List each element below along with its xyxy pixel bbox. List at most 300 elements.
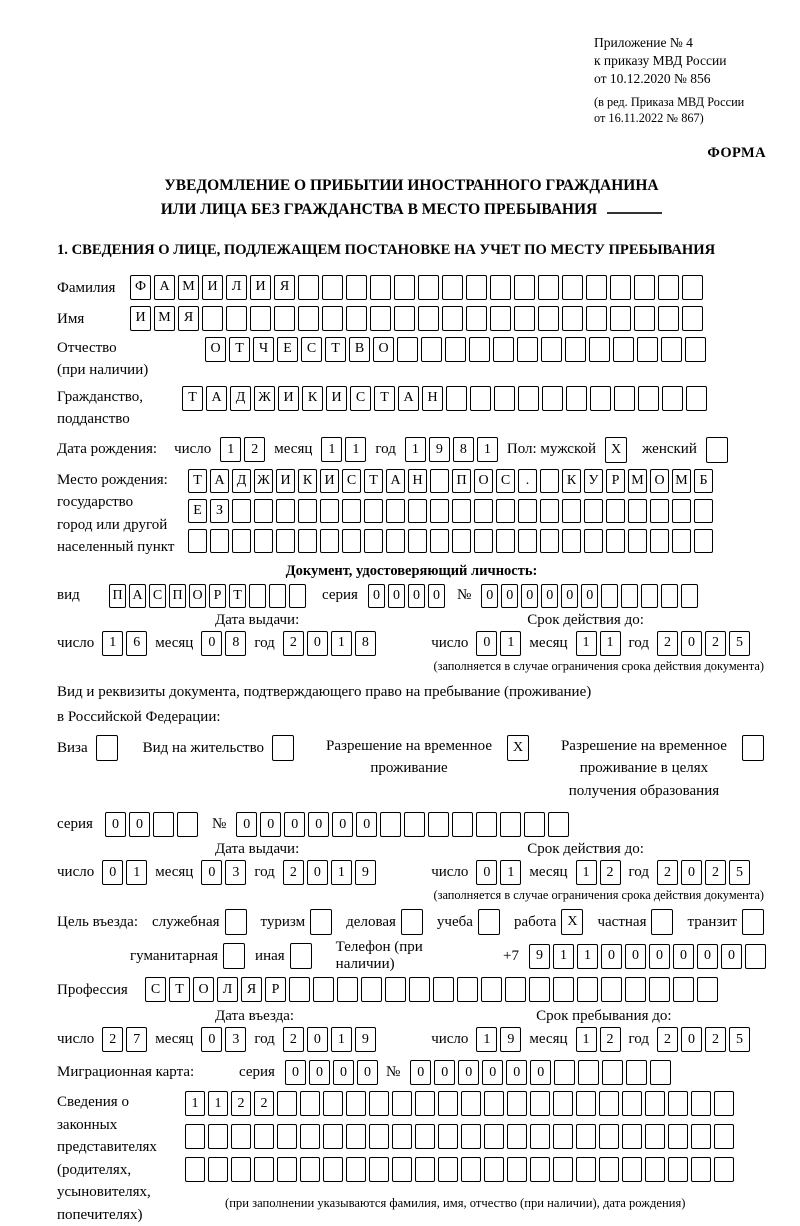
char-cell[interactable] <box>322 306 343 331</box>
char-cell[interactable] <box>538 275 559 300</box>
char-cell[interactable]: 2 <box>705 631 726 656</box>
char-cell[interactable]: 0 <box>434 1060 455 1085</box>
char-cell[interactable]: П <box>169 584 186 608</box>
char-cell[interactable] <box>553 1091 573 1116</box>
char-cell[interactable] <box>668 1124 688 1149</box>
char-cell[interactable]: 0 <box>581 584 598 608</box>
char-cell[interactable]: 1 <box>126 860 147 885</box>
char-cell[interactable] <box>490 275 511 300</box>
char-cell[interactable] <box>452 529 471 553</box>
char-cell[interactable]: О <box>193 977 214 1002</box>
char-cell[interactable] <box>490 306 511 331</box>
char-cell[interactable]: 1 <box>331 631 352 656</box>
char-cell[interactable] <box>177 812 198 837</box>
purpose-transit-checkbox[interactable] <box>742 909 764 935</box>
char-cell[interactable] <box>668 1091 688 1116</box>
char-cell[interactable]: 9 <box>500 1027 521 1052</box>
char-cell[interactable]: Л <box>226 275 247 300</box>
char-cell[interactable] <box>300 1091 320 1116</box>
char-cell[interactable] <box>625 977 646 1002</box>
char-cell[interactable] <box>392 1091 412 1116</box>
char-cell[interactable] <box>714 1157 734 1182</box>
char-cell[interactable] <box>606 529 625 553</box>
char-cell[interactable]: 1 <box>600 631 621 656</box>
char-cell[interactable] <box>584 529 603 553</box>
char-cell[interactable] <box>576 1091 596 1116</box>
char-cell[interactable] <box>430 529 449 553</box>
char-cell[interactable] <box>514 275 535 300</box>
char-cell[interactable] <box>254 499 273 523</box>
char-cell[interactable]: Я <box>241 977 262 1002</box>
char-cell[interactable]: Т <box>188 469 207 493</box>
char-cell[interactable] <box>342 499 361 523</box>
char-cell[interactable]: 0 <box>308 812 329 837</box>
char-cell[interactable] <box>584 499 603 523</box>
purpose-private-checkbox[interactable] <box>651 909 673 935</box>
char-cell[interactable]: 9 <box>529 944 550 969</box>
char-cell[interactable] <box>562 275 583 300</box>
char-cell[interactable] <box>320 499 339 523</box>
char-cell[interactable]: И <box>250 275 271 300</box>
char-cell[interactable] <box>685 337 706 362</box>
char-cell[interactable] <box>599 1124 619 1149</box>
char-cell[interactable] <box>507 1157 527 1182</box>
char-cell[interactable]: О <box>205 337 226 362</box>
char-cell[interactable]: 1 <box>576 1027 597 1052</box>
char-cell[interactable]: 6 <box>126 631 147 656</box>
char-cell[interactable]: Т <box>182 386 203 411</box>
char-cell[interactable] <box>548 812 569 837</box>
char-cell[interactable]: М <box>628 469 647 493</box>
char-cell[interactable]: . <box>518 469 537 493</box>
char-cell[interactable]: 2 <box>283 860 304 885</box>
char-cell[interactable] <box>658 306 679 331</box>
char-cell[interactable]: Ч <box>253 337 274 362</box>
char-cell[interactable]: З <box>210 499 229 523</box>
char-cell[interactable] <box>578 1060 599 1085</box>
char-cell[interactable]: 0 <box>105 812 126 837</box>
char-cell[interactable] <box>208 1124 228 1149</box>
char-cell[interactable] <box>518 529 537 553</box>
char-cell[interactable] <box>445 337 466 362</box>
char-cell[interactable] <box>277 1157 297 1182</box>
char-cell[interactable] <box>661 337 682 362</box>
char-cell[interactable]: 2 <box>283 1027 304 1052</box>
char-cell[interactable]: 0 <box>521 584 538 608</box>
char-cell[interactable]: Т <box>229 337 250 362</box>
char-cell[interactable] <box>565 337 586 362</box>
char-cell[interactable] <box>694 529 713 553</box>
char-cell[interactable]: 1 <box>477 437 498 462</box>
char-cell[interactable]: Б <box>694 469 713 493</box>
char-cell[interactable] <box>298 275 319 300</box>
char-cell[interactable]: 0 <box>601 944 622 969</box>
char-cell[interactable]: 0 <box>201 1027 222 1052</box>
purpose-other-checkbox[interactable] <box>290 943 312 969</box>
char-cell[interactable] <box>408 529 427 553</box>
char-cell[interactable] <box>210 529 229 553</box>
purpose-official-checkbox[interactable] <box>225 909 247 935</box>
char-cell[interactable]: 9 <box>429 437 450 462</box>
char-cell[interactable] <box>686 386 707 411</box>
char-cell[interactable]: Ж <box>254 469 273 493</box>
char-cell[interactable]: 0 <box>356 812 377 837</box>
char-cell[interactable]: 0 <box>649 944 670 969</box>
char-cell[interactable] <box>369 1091 389 1116</box>
purpose-study-checkbox[interactable] <box>478 909 500 935</box>
char-cell[interactable]: 0 <box>129 812 150 837</box>
char-cell[interactable] <box>202 306 223 331</box>
char-cell[interactable] <box>529 977 550 1002</box>
char-cell[interactable]: 0 <box>476 631 497 656</box>
char-cell[interactable]: И <box>326 386 347 411</box>
char-cell[interactable] <box>576 1157 596 1182</box>
char-cell[interactable]: Т <box>325 337 346 362</box>
char-cell[interactable]: 1 <box>500 860 521 885</box>
char-cell[interactable]: 2 <box>657 631 678 656</box>
char-cell[interactable]: И <box>130 306 151 331</box>
char-cell[interactable] <box>658 275 679 300</box>
char-cell[interactable] <box>289 977 310 1002</box>
char-cell[interactable]: Е <box>277 337 298 362</box>
char-cell[interactable] <box>538 306 559 331</box>
char-cell[interactable]: С <box>145 977 166 1002</box>
char-cell[interactable] <box>408 499 427 523</box>
char-cell[interactable] <box>610 306 631 331</box>
char-cell[interactable]: Т <box>364 469 383 493</box>
char-cell[interactable] <box>496 529 515 553</box>
char-cell[interactable]: 1 <box>185 1091 205 1116</box>
char-cell[interactable]: 0 <box>307 860 328 885</box>
char-cell[interactable]: 0 <box>260 812 281 837</box>
char-cell[interactable]: 1 <box>331 1027 352 1052</box>
char-cell[interactable] <box>428 812 449 837</box>
char-cell[interactable]: 1 <box>208 1091 228 1116</box>
char-cell[interactable] <box>530 1124 550 1149</box>
char-cell[interactable] <box>590 386 611 411</box>
char-cell[interactable] <box>672 499 691 523</box>
char-cell[interactable]: 2 <box>254 1091 274 1116</box>
char-cell[interactable] <box>634 306 655 331</box>
char-cell[interactable] <box>530 1157 550 1182</box>
char-cell[interactable]: 0 <box>506 1060 527 1085</box>
char-cell[interactable] <box>694 499 713 523</box>
char-cell[interactable] <box>589 337 610 362</box>
char-cell[interactable]: 2 <box>657 860 678 885</box>
char-cell[interactable] <box>323 1124 343 1149</box>
char-cell[interactable]: 2 <box>657 1027 678 1052</box>
char-cell[interactable]: 0 <box>201 860 222 885</box>
sex-female-checkbox[interactable] <box>706 437 728 463</box>
char-cell[interactable]: А <box>398 386 419 411</box>
temp-residence-checkbox[interactable]: X <box>507 735 529 761</box>
char-cell[interactable]: 0 <box>309 1060 330 1085</box>
char-cell[interactable] <box>553 1157 573 1182</box>
char-cell[interactable] <box>364 529 383 553</box>
char-cell[interactable]: 0 <box>681 860 702 885</box>
char-cell[interactable] <box>320 529 339 553</box>
char-cell[interactable] <box>668 1157 688 1182</box>
char-cell[interactable]: С <box>301 337 322 362</box>
char-cell[interactable]: 0 <box>332 812 353 837</box>
char-cell[interactable] <box>599 1091 619 1116</box>
char-cell[interactable]: 0 <box>333 1060 354 1085</box>
char-cell[interactable] <box>188 529 207 553</box>
char-cell[interactable]: 0 <box>530 1060 551 1085</box>
char-cell[interactable] <box>645 1157 665 1182</box>
char-cell[interactable] <box>232 499 251 523</box>
char-cell[interactable] <box>493 337 514 362</box>
char-cell[interactable] <box>438 1157 458 1182</box>
char-cell[interactable] <box>566 386 587 411</box>
char-cell[interactable] <box>446 386 467 411</box>
char-cell[interactable] <box>514 306 535 331</box>
char-cell[interactable]: 0 <box>368 584 385 608</box>
char-cell[interactable] <box>602 1060 623 1085</box>
char-cell[interactable] <box>481 977 502 1002</box>
char-cell[interactable] <box>461 1091 481 1116</box>
char-cell[interactable]: 0 <box>681 631 702 656</box>
char-cell[interactable] <box>438 1124 458 1149</box>
char-cell[interactable] <box>610 275 631 300</box>
char-cell[interactable]: А <box>129 584 146 608</box>
char-cell[interactable] <box>540 499 559 523</box>
char-cell[interactable] <box>386 499 405 523</box>
char-cell[interactable] <box>518 386 539 411</box>
char-cell[interactable] <box>638 386 659 411</box>
char-cell[interactable]: Е <box>188 499 207 523</box>
char-cell[interactable]: 1 <box>102 631 123 656</box>
visa-checkbox[interactable] <box>96 735 118 761</box>
char-cell[interactable] <box>397 337 418 362</box>
char-cell[interactable] <box>494 386 515 411</box>
char-cell[interactable]: 0 <box>307 1027 328 1052</box>
char-cell[interactable]: 0 <box>102 860 123 885</box>
char-cell[interactable] <box>469 337 490 362</box>
char-cell[interactable] <box>254 529 273 553</box>
char-cell[interactable]: 0 <box>625 944 646 969</box>
char-cell[interactable]: 0 <box>201 631 222 656</box>
char-cell[interactable] <box>185 1157 205 1182</box>
char-cell[interactable] <box>346 275 367 300</box>
char-cell[interactable] <box>645 1091 665 1116</box>
char-cell[interactable]: 2 <box>705 860 726 885</box>
char-cell[interactable] <box>430 499 449 523</box>
char-cell[interactable] <box>392 1124 412 1149</box>
char-cell[interactable]: 0 <box>482 1060 503 1085</box>
char-cell[interactable] <box>323 1091 343 1116</box>
char-cell[interactable]: 0 <box>481 584 498 608</box>
char-cell[interactable]: О <box>189 584 206 608</box>
char-cell[interactable]: К <box>562 469 581 493</box>
char-cell[interactable] <box>442 306 463 331</box>
char-cell[interactable] <box>484 1157 504 1182</box>
char-cell[interactable]: Т <box>374 386 395 411</box>
char-cell[interactable]: 8 <box>355 631 376 656</box>
char-cell[interactable] <box>385 977 406 1002</box>
char-cell[interactable]: И <box>320 469 339 493</box>
char-cell[interactable]: К <box>302 386 323 411</box>
char-cell[interactable]: 1 <box>331 860 352 885</box>
char-cell[interactable]: 1 <box>220 437 241 462</box>
char-cell[interactable]: 0 <box>285 1060 306 1085</box>
char-cell[interactable] <box>476 812 497 837</box>
char-cell[interactable] <box>346 306 367 331</box>
char-cell[interactable] <box>254 1157 274 1182</box>
char-cell[interactable] <box>421 337 442 362</box>
char-cell[interactable] <box>380 812 401 837</box>
char-cell[interactable]: И <box>202 275 223 300</box>
char-cell[interactable] <box>484 1091 504 1116</box>
char-cell[interactable] <box>430 469 449 493</box>
char-cell[interactable] <box>276 529 295 553</box>
char-cell[interactable] <box>614 386 635 411</box>
char-cell[interactable] <box>457 977 478 1002</box>
char-cell[interactable] <box>231 1124 251 1149</box>
char-cell[interactable] <box>323 1157 343 1182</box>
char-cell[interactable] <box>394 306 415 331</box>
char-cell[interactable]: О <box>650 469 669 493</box>
char-cell[interactable] <box>553 1124 573 1149</box>
char-cell[interactable] <box>622 1091 642 1116</box>
char-cell[interactable]: 0 <box>681 1027 702 1052</box>
char-cell[interactable] <box>298 529 317 553</box>
char-cell[interactable]: Д <box>230 386 251 411</box>
char-cell[interactable] <box>438 1091 458 1116</box>
char-cell[interactable] <box>634 275 655 300</box>
char-cell[interactable]: 1 <box>476 1027 497 1052</box>
char-cell[interactable]: 1 <box>405 437 426 462</box>
char-cell[interactable] <box>562 306 583 331</box>
char-cell[interactable] <box>626 1060 647 1085</box>
char-cell[interactable] <box>250 306 271 331</box>
char-cell[interactable]: Р <box>209 584 226 608</box>
char-cell[interactable] <box>269 584 286 608</box>
char-cell[interactable] <box>562 529 581 553</box>
char-cell[interactable]: 1 <box>321 437 342 462</box>
char-cell[interactable]: О <box>474 469 493 493</box>
char-cell[interactable] <box>691 1124 711 1149</box>
char-cell[interactable]: 5 <box>729 631 750 656</box>
char-cell[interactable] <box>226 306 247 331</box>
char-cell[interactable] <box>637 337 658 362</box>
char-cell[interactable]: С <box>149 584 166 608</box>
char-cell[interactable] <box>606 499 625 523</box>
char-cell[interactable] <box>649 977 670 1002</box>
char-cell[interactable] <box>505 977 526 1002</box>
char-cell[interactable] <box>530 1091 550 1116</box>
char-cell[interactable] <box>254 1124 274 1149</box>
char-cell[interactable] <box>392 1157 412 1182</box>
char-cell[interactable] <box>576 1124 596 1149</box>
char-cell[interactable]: Д <box>232 469 251 493</box>
char-cell[interactable]: 3 <box>225 1027 246 1052</box>
char-cell[interactable]: 9 <box>355 1027 376 1052</box>
char-cell[interactable] <box>300 1157 320 1182</box>
char-cell[interactable]: К <box>298 469 317 493</box>
char-cell[interactable]: 2 <box>102 1027 123 1052</box>
char-cell[interactable]: С <box>342 469 361 493</box>
char-cell[interactable] <box>208 1157 228 1182</box>
char-cell[interactable] <box>231 1157 251 1182</box>
char-cell[interactable] <box>628 529 647 553</box>
char-cell[interactable]: Ф <box>130 275 151 300</box>
char-cell[interactable] <box>661 584 678 608</box>
char-cell[interactable]: Т <box>229 584 246 608</box>
char-cell[interactable]: 0 <box>501 584 518 608</box>
char-cell[interactable]: 0 <box>697 944 718 969</box>
char-cell[interactable]: Ж <box>254 386 275 411</box>
char-cell[interactable] <box>466 275 487 300</box>
char-cell[interactable] <box>370 306 391 331</box>
char-cell[interactable]: 8 <box>225 631 246 656</box>
char-cell[interactable]: А <box>210 469 229 493</box>
char-cell[interactable]: С <box>350 386 371 411</box>
char-cell[interactable] <box>553 977 574 1002</box>
char-cell[interactable] <box>298 306 319 331</box>
char-cell[interactable] <box>586 306 607 331</box>
char-cell[interactable]: П <box>452 469 471 493</box>
char-cell[interactable] <box>276 499 295 523</box>
char-cell[interactable] <box>346 1157 366 1182</box>
char-cell[interactable]: Я <box>178 306 199 331</box>
char-cell[interactable] <box>369 1157 389 1182</box>
char-cell[interactable] <box>474 499 493 523</box>
char-cell[interactable] <box>361 977 382 1002</box>
char-cell[interactable]: 0 <box>721 944 742 969</box>
char-cell[interactable]: 0 <box>410 1060 431 1085</box>
char-cell[interactable]: 1 <box>577 944 598 969</box>
purpose-tourism-checkbox[interactable] <box>310 909 332 935</box>
char-cell[interactable]: 9 <box>355 860 376 885</box>
char-cell[interactable] <box>337 977 358 1002</box>
char-cell[interactable]: П <box>109 584 126 608</box>
char-cell[interactable] <box>232 529 251 553</box>
char-cell[interactable] <box>418 275 439 300</box>
char-cell[interactable] <box>562 499 581 523</box>
char-cell[interactable]: 0 <box>307 631 328 656</box>
char-cell[interactable] <box>621 584 638 608</box>
char-cell[interactable]: 0 <box>236 812 257 837</box>
char-cell[interactable] <box>541 337 562 362</box>
char-cell[interactable] <box>289 584 306 608</box>
char-cell[interactable] <box>394 275 415 300</box>
char-cell[interactable] <box>461 1157 481 1182</box>
char-cell[interactable] <box>404 812 425 837</box>
char-cell[interactable]: 0 <box>357 1060 378 1085</box>
char-cell[interactable] <box>313 977 334 1002</box>
char-cell[interactable]: В <box>349 337 370 362</box>
char-cell[interactable]: Н <box>408 469 427 493</box>
char-cell[interactable] <box>586 275 607 300</box>
char-cell[interactable] <box>714 1091 734 1116</box>
char-cell[interactable] <box>577 977 598 1002</box>
residence-permit-checkbox[interactable] <box>272 735 294 761</box>
char-cell[interactable] <box>650 499 669 523</box>
char-cell[interactable] <box>277 1091 297 1116</box>
char-cell[interactable] <box>601 584 618 608</box>
char-cell[interactable] <box>369 1124 389 1149</box>
char-cell[interactable] <box>622 1124 642 1149</box>
char-cell[interactable] <box>524 812 545 837</box>
char-cell[interactable] <box>461 1124 481 1149</box>
char-cell[interactable] <box>542 386 563 411</box>
char-cell[interactable]: 0 <box>408 584 425 608</box>
char-cell[interactable] <box>599 1157 619 1182</box>
purpose-work-checkbox[interactable]: X <box>561 909 583 935</box>
char-cell[interactable] <box>418 306 439 331</box>
char-cell[interactable]: И <box>278 386 299 411</box>
